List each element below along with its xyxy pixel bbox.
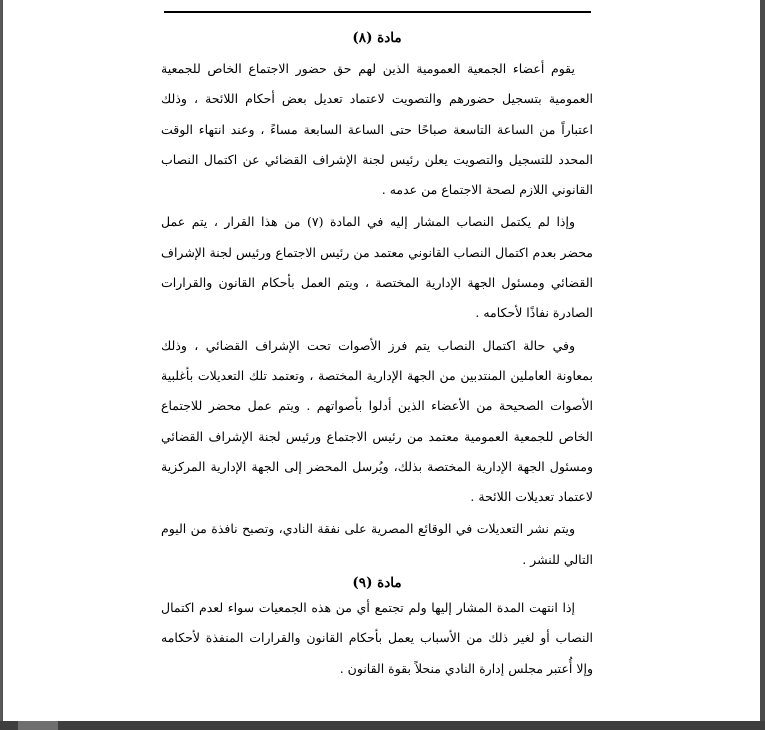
- page-content: [161, 26, 593, 684]
- article-8-paragraph-2: وإذا لم يكتمل النصاب المشار إليه في المادة (٧) من هذا القرار ، يتم عمل محضر بعدم اكتمال النصاب القانوني معتمد من رئيس الاجتماع ورئيس لجنة الإشراف القضائي ومسئول الجهة الإدارية المختصة ، ويتم العمل بأحكام القانون والقرارات الصادرة نفاذًا لأحكامه .: [161, 214, 593, 321]
- article-8-paragraph-3: وفي حالة اكتمال النصاب يتم فرز الأصوات تحت الإشراف القضائي ، وذلك بمعاونة العاملين المنتدبين من الجهة الإدارية المختصة ، وتعتمد تلك التعديلات بأغلبية الأصوات الصحيحة من الأعضاء الذين أدلوا بأصواتهم . ويتم عمل محضر للاجتماع الخاص للجمعية العمومية معتمد من رئيس الاجتماع ورئيس لجنة الإشراف القضائي ومسئول الجهة الإدارية المختصة بذلك، ويُرسل المحضر إلى الجهة الإدارية المركزية لاعتماد تعديلات اللائحة .: [161, 337, 593, 505]
- article-8-paragraph-4: ويتم نشر التعديلات في الوقائع المصرية على نفقة النادي، وتصبح نافذة من اليوم التالي للنشر .: [161, 521, 593, 567]
- article-9-paragraph-1: إذا انتهت المدة المشار إليها ولم تجتمع أي من هذه الجمعيات سواء لعدم اكتمال النصاب أو لغير ذلك من الأسباب يعمل بأحكام القانون والقرارات المنفذة لأحكامه وإلا أُعتبر مجلس إدارة النادي منحلاً بقوة القانون .: [161, 600, 593, 676]
- article-9-heading: مادة (٩): [352, 575, 402, 592]
- article-8-paragraph-1: يقوم أعضاء الجمعية العمومية الذين لهم حق حضور الاجتماع الخاص للجمعية العمومية بتسجيل حضورهم والتصويت لاعتماد تعديل بعض أحكام اللائحة ، وذلك اعتباراً من الساعة التاسعة صباحًا حتى الساعة السابعة مساءً ، وعند انتهاء الوقت المحدد للتسجيل والتصويت يعلن رئيس لجنة الإشراف القضائي عن اكتمال النصاب القانوني اللازم لصحة الاجتماع من عدمه .: [161, 61, 593, 198]
- horizontal-scrollbar[interactable]: [0, 721, 765, 730]
- scrollbar-thumb[interactable]: [18, 721, 58, 730]
- article-8-heading: مادة (٨): [352, 30, 402, 46]
- top-rule: [164, 11, 591, 13]
- document-page: [3, 0, 760, 721]
- vertical-scrollbar[interactable]: [760, 0, 765, 721]
